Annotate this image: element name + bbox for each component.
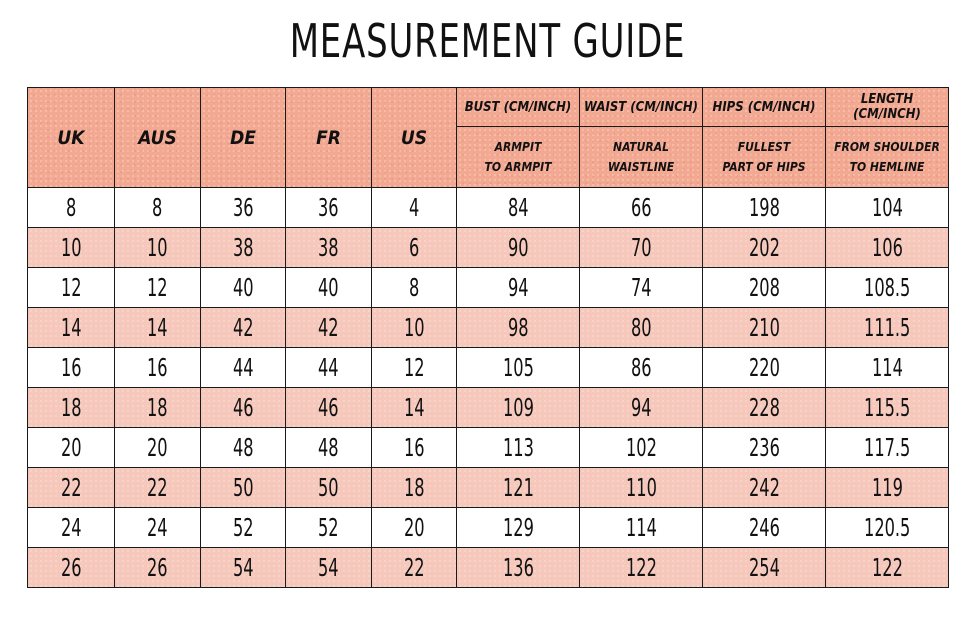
table-cell [372, 308, 457, 348]
table-cell [457, 268, 580, 308]
header-us: US [372, 88, 457, 188]
cell-value: 94 [630, 393, 652, 422]
table-cell [703, 468, 826, 508]
cell-value: 202 [748, 233, 780, 262]
cell-value: 121 [502, 473, 534, 502]
cell-value: 122 [625, 553, 657, 582]
header-de: DE [201, 88, 286, 188]
table-cell [703, 188, 826, 228]
table-cell [457, 308, 580, 348]
table-cell [286, 188, 372, 228]
table-cell [201, 508, 286, 548]
table-cell [372, 388, 457, 428]
cell-value: 111.5 [863, 313, 911, 342]
table-cell [457, 548, 580, 588]
header-length: LENGTH (CM/INCH) [826, 88, 949, 127]
table-cell [115, 228, 201, 268]
cell-value: 44 [232, 353, 254, 382]
cell-value: 26 [60, 553, 82, 582]
cell-value: 136 [502, 553, 534, 582]
table-cell [457, 348, 580, 388]
cell-value: 106 [871, 233, 903, 262]
cell-value: 90 [507, 233, 529, 262]
table-cell [826, 508, 949, 548]
header-waist: WAIST (CM/INCH) [580, 88, 703, 127]
table-cell [457, 188, 580, 228]
table-cell [580, 508, 703, 548]
cell-value: 10 [60, 233, 82, 262]
table-row [28, 308, 949, 348]
table-cell [826, 348, 949, 388]
cell-value: 46 [318, 393, 339, 422]
table-cell [372, 228, 457, 268]
cell-value: 42 [232, 313, 254, 342]
subheader-line: NATURAL [613, 140, 669, 154]
cell-value: 18 [403, 473, 425, 502]
cell-value: 66 [630, 193, 652, 222]
table-cell [286, 508, 372, 548]
table-cell [372, 428, 457, 468]
cell-value: 113 [502, 433, 534, 462]
cell-value: 14 [60, 313, 82, 342]
cell-value: 114 [871, 353, 903, 382]
cell-value: 26 [147, 553, 168, 582]
cell-value: 70 [630, 233, 652, 262]
table-cell [826, 268, 949, 308]
table-cell [201, 388, 286, 428]
table-row [28, 228, 949, 268]
cell-value: 114 [625, 513, 657, 542]
cell-value: 4 [408, 193, 420, 222]
subheader-bust [457, 127, 580, 188]
cell-value: 22 [60, 473, 82, 502]
cell-value: 12 [147, 273, 168, 302]
table-cell [372, 188, 457, 228]
cell-value: 46 [232, 393, 254, 422]
table-cell [703, 508, 826, 548]
cell-value: 246 [748, 513, 780, 542]
cell-value: 38 [232, 233, 254, 262]
cell-value: 8 [152, 193, 163, 222]
table-cell [286, 348, 372, 388]
table-cell [580, 548, 703, 588]
table-row [28, 388, 949, 428]
cell-value: 198 [748, 193, 780, 222]
cell-value: 12 [60, 273, 82, 302]
subheader-line: ARMPIT [494, 140, 542, 154]
subheader-line: TO ARMPIT [484, 160, 552, 174]
table-cell [28, 508, 115, 548]
cell-value: 36 [318, 193, 339, 222]
cell-value: 242 [748, 473, 780, 502]
table-cell [457, 428, 580, 468]
table-cell [201, 188, 286, 228]
table-cell [201, 308, 286, 348]
table-row [28, 428, 949, 468]
table-row [28, 548, 949, 588]
table-cell [201, 348, 286, 388]
table-cell [201, 548, 286, 588]
table-cell [703, 548, 826, 588]
table-cell [286, 428, 372, 468]
table-cell [372, 268, 457, 308]
table-cell [115, 268, 201, 308]
cell-value: 6 [408, 233, 420, 262]
table-cell [703, 388, 826, 428]
table-cell [28, 388, 115, 428]
table-cell [580, 428, 703, 468]
header-aus: AUS [115, 88, 201, 188]
table-cell [826, 188, 949, 228]
table-cell [580, 468, 703, 508]
cell-value: 109 [502, 393, 534, 422]
cell-value: 228 [748, 393, 780, 422]
table-cell [457, 228, 580, 268]
cell-value: 210 [748, 313, 780, 342]
table-cell [826, 308, 949, 348]
cell-value: 86 [630, 353, 652, 382]
table-cell [28, 428, 115, 468]
cell-value: 54 [318, 553, 339, 582]
table-cell [580, 268, 703, 308]
cell-value: 80 [630, 313, 652, 342]
table-cell [703, 228, 826, 268]
table-cell [115, 548, 201, 588]
cell-value: 44 [318, 353, 339, 382]
header-hips: HIPS (CM/INCH) [703, 88, 826, 127]
table-cell [286, 268, 372, 308]
cell-value: 110 [625, 473, 657, 502]
table-cell [201, 228, 286, 268]
cell-value: 8 [408, 273, 420, 302]
cell-value: 52 [232, 513, 254, 542]
cell-value: 129 [502, 513, 534, 542]
table-row [28, 468, 949, 508]
table-cell [372, 468, 457, 508]
subheader-waist [580, 127, 703, 188]
cell-value: 117.5 [863, 433, 911, 462]
table-row [28, 268, 949, 308]
cell-value: 220 [748, 353, 780, 382]
cell-value: 40 [232, 273, 254, 302]
cell-value: 119 [871, 473, 903, 502]
cell-value: 38 [318, 233, 339, 262]
cell-value: 115.5 [863, 393, 911, 422]
cell-value: 16 [403, 433, 425, 462]
cell-value: 8 [65, 193, 77, 222]
subheader-line: WAISTLINE [607, 160, 675, 174]
table-cell [115, 468, 201, 508]
cell-value: 102 [625, 433, 657, 462]
header-uk: UK [28, 88, 115, 188]
cell-value: 20 [147, 433, 168, 462]
measurement-table [27, 87, 949, 588]
table-cell [286, 228, 372, 268]
cell-value: 16 [60, 353, 82, 382]
table-cell [826, 228, 949, 268]
table-cell [28, 308, 115, 348]
cell-value: 74 [630, 273, 652, 302]
table-cell [286, 388, 372, 428]
cell-value: 20 [60, 433, 82, 462]
table-cell [115, 388, 201, 428]
cell-value: 94 [507, 273, 529, 302]
cell-value: 18 [60, 393, 82, 422]
cell-value: 105 [502, 353, 534, 382]
header-bust: BUST (CM/INCH) [457, 88, 580, 127]
table-cell [201, 428, 286, 468]
table-row [28, 348, 949, 388]
table-body [28, 188, 949, 588]
header-fr: FR [286, 88, 372, 188]
cell-value: 84 [507, 193, 529, 222]
cell-value: 54 [232, 553, 254, 582]
cell-value: 50 [232, 473, 254, 502]
cell-value: 24 [147, 513, 168, 542]
table-cell [826, 388, 949, 428]
table-cell [372, 348, 457, 388]
table-cell [115, 428, 201, 468]
table-cell [703, 428, 826, 468]
table-cell [703, 348, 826, 388]
cell-value: 42 [318, 313, 339, 342]
cell-value: 16 [147, 353, 168, 382]
table-cell [28, 228, 115, 268]
table-cell [28, 348, 115, 388]
subheader-length [826, 127, 949, 188]
table-cell [457, 468, 580, 508]
table-cell [115, 308, 201, 348]
table-cell [28, 188, 115, 228]
cell-value: 14 [147, 313, 168, 342]
table-cell [201, 268, 286, 308]
table-cell [580, 308, 703, 348]
table-cell [580, 388, 703, 428]
table-cell [457, 388, 580, 428]
table-cell [580, 228, 703, 268]
table-cell [28, 548, 115, 588]
cell-value: 48 [318, 433, 339, 462]
cell-value: 120.5 [863, 513, 911, 542]
cell-value: 254 [748, 553, 780, 582]
table-cell [115, 508, 201, 548]
cell-value: 48 [232, 433, 254, 462]
cell-value: 20 [403, 513, 425, 542]
subheader-line: TO HEMLINE [849, 160, 925, 174]
cell-value: 236 [748, 433, 780, 462]
cell-value: 10 [403, 313, 425, 342]
cell-value: 98 [507, 313, 529, 342]
table-cell [457, 508, 580, 548]
cell-value: 50 [318, 473, 339, 502]
table-cell [115, 188, 201, 228]
cell-value: 12 [403, 353, 425, 382]
cell-value: 22 [403, 553, 425, 582]
subheader-hips [703, 127, 826, 188]
cell-value: 22 [147, 473, 168, 502]
table-cell [286, 468, 372, 508]
cell-value: 24 [60, 513, 82, 542]
subheader-line: FROM SHOULDER [834, 140, 940, 154]
table-cell [580, 188, 703, 228]
subheader-line: PART OF HIPS [722, 160, 806, 174]
table-cell [286, 308, 372, 348]
table-cell [286, 548, 372, 588]
table-cell [580, 348, 703, 388]
table-cell [28, 268, 115, 308]
cell-value: 36 [232, 193, 254, 222]
table-cell [703, 308, 826, 348]
cell-value: 208 [748, 273, 780, 302]
table-cell [703, 268, 826, 308]
subheader-line: FULLEST [737, 140, 791, 154]
table-row [28, 188, 949, 228]
cell-value: 14 [403, 393, 425, 422]
cell-value: 52 [318, 513, 339, 542]
table-cell [201, 468, 286, 508]
table-cell [115, 348, 201, 388]
table-cell [826, 548, 949, 588]
cell-value: 10 [147, 233, 168, 262]
table-cell [372, 548, 457, 588]
table-cell [372, 508, 457, 548]
table-cell [28, 468, 115, 508]
cell-value: 122 [871, 553, 903, 582]
table-cell [826, 468, 949, 508]
cell-value: 108.5 [863, 273, 911, 302]
table-row [28, 508, 949, 548]
table-cell [826, 428, 949, 468]
cell-value: 18 [147, 393, 168, 422]
page-title: MEASUREMENT GUIDE [289, 14, 686, 68]
cell-value: 40 [318, 273, 339, 302]
cell-value: 104 [871, 193, 903, 222]
